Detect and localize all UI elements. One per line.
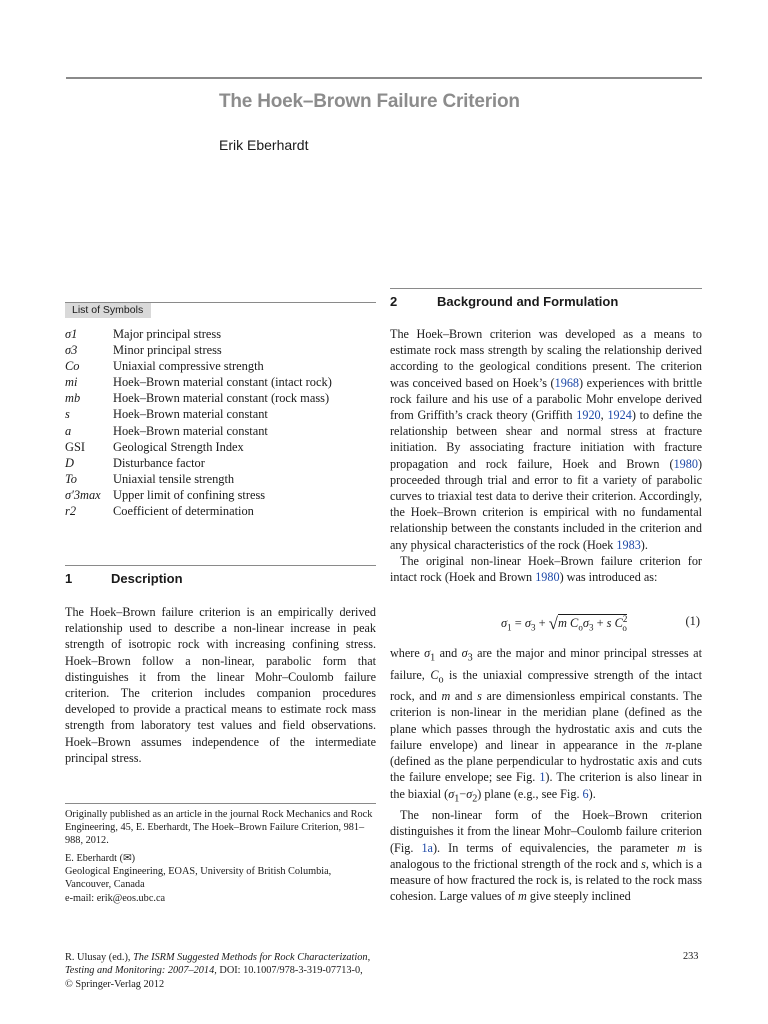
- symbol-row: [65, 487, 332, 503]
- symbol-description: Coefficient of determination: [113, 504, 254, 519]
- ref-fig1a[interactable]: 1a: [421, 840, 433, 855]
- section2-paragraph-1: The Hoek–Brown criterion was developed as a means to estimate rock mass strength by scaling the relationship derived according to the geological conditions present. The criterion was conceived based on Hoek’s (1968) experiences with brittle rock failure and his use of a parabolic Mohr envelope derived from Griffith’s crack theory (Griffith 1920, 1924) to define the relationship between shear and normal stress at fracture initiation. By associating fracture initiation with fracture propagation and rock failure, Hoek and Brown (1980) proceeded through trial and error to fit a variety of parabolic curves to triaxial test data to derive their criterion. Accordingly, the Hoek–Brown criterion is empirical with no fundamental relationship between the constants included in the criterion and any physical characteristics of the rock (Hoek 1983).: [390, 327, 702, 552]
- symbol-name: r2: [65, 504, 77, 519]
- citation-line2-post: , DOI: 10.1007/978-3-319-07713-0,: [214, 965, 363, 977]
- symbol-description: Disturbance factor: [113, 455, 205, 470]
- section2-paragraph-4: The non-linear form of the Hoek–Brown criterion distinguishes it from the linear Mohr–Coulomb failure criterion (Fig. 1a). In terms of equivalencies, the parameter m is analogous to the frictional strength of the rock and s, which is a measure of how fractured the rock is, is related to the rock mass cohesion. Large values of m give steeply inclined: [390, 808, 702, 904]
- symbol-description: Minor principal stress: [113, 343, 222, 358]
- citation-copyright: © Springer-Verlag 2012: [65, 978, 165, 990]
- symbol-description: Upper limit of confining stress: [113, 487, 266, 502]
- page-number: 233: [683, 951, 699, 962]
- symbol-row: [65, 374, 332, 390]
- section2-rule: [390, 288, 702, 289]
- footnote-rule: [65, 803, 376, 804]
- ref-fig1[interactable]: 1: [539, 770, 546, 785]
- equation-number: (1): [685, 614, 700, 628]
- citation-line2-italic: Testing and Monitoring: 2007–2014: [65, 965, 215, 977]
- symbol-row: [65, 423, 332, 439]
- footnote-email[interactable]: e-mail: erik@eos.ubc.ca: [65, 892, 166, 904]
- symbol-description: Major principal stress: [113, 327, 222, 341]
- symbol-description: Hoek–Brown material constant: [113, 423, 268, 438]
- symbol-description: Geological Strength Index: [113, 439, 244, 454]
- footnote-affiliation-2: Vancouver, Canada: [65, 879, 145, 891]
- symbols-header: [65, 301, 376, 317]
- section2-title: Background and Formulation: [437, 294, 619, 309]
- symbol-description: Uniaxial tensile strength: [113, 471, 235, 486]
- symbol-description: Uniaxial compressive strength: [113, 359, 264, 374]
- author-name: Erik Eberhardt: [219, 137, 309, 153]
- symbol-name: σ1: [65, 327, 78, 341]
- symbol-row: [65, 439, 332, 455]
- equation-body: $\sigma_1 = \sigma_3 + √m$ $C_o\sigma_3 + s$ $C^2_o$: [501, 614, 628, 634]
- symbol-row: [65, 326, 332, 342]
- section1-paragraph: The Hoek–Brown failure criterion is an empirically derived relationship used to describe a non-linear increase in peak strength of isotropic rock with increasing confining stress. Hoek–Brown follow a non-linear, parabolic form that distinguishes it from the linear Mohr–Coulomb failure criterion. The criterion includes companion procedures developed to provide a practical means to estimate rock mass strength from laboratory test values and field observations. Hoek–Brown assumes independence of the intermediate principal stress.: [65, 605, 376, 765]
- symbol-row: [65, 390, 332, 406]
- section1-rule: [65, 565, 376, 566]
- symbols-heading: List of Symbols: [65, 303, 151, 318]
- symbol-name: Co: [65, 359, 80, 374]
- ref-1980b[interactable]: 1980: [535, 570, 560, 585]
- symbol-name: GSI: [65, 439, 85, 454]
- footnote-original: Originally published as an article in the journal Rock Mechanics and Rock Engineering, 45, E. Eberhardt, The Hoek–Brown Failure Criterion, 981–988, 2012.: [65, 809, 373, 847]
- section2-number: 2: [390, 294, 398, 309]
- symbol-name: a: [65, 423, 72, 438]
- footnote-affiliation-1: Geological Engineering, EOAS, University of British Columbia,: [65, 866, 332, 878]
- footnote-author-line: E. Eberhardt (✉): [65, 853, 136, 864]
- symbol-name: σ′3max: [65, 487, 101, 502]
- symbol-description: Hoek–Brown material constant: [113, 407, 268, 422]
- section1-number: 1: [65, 571, 73, 586]
- section2-body-bottom: [390, 645, 702, 904]
- symbol-row: [65, 406, 332, 422]
- symbol-row: [65, 455, 332, 471]
- section1-title: Description: [111, 571, 183, 586]
- bottom-citation: [65, 951, 370, 991]
- symbol-row: [65, 342, 332, 358]
- top-rule: [66, 77, 702, 79]
- ref-1968[interactable]: 1968: [554, 375, 579, 390]
- ref-fig6[interactable]: 6: [582, 786, 589, 801]
- citation-line1-pre: R. Ulusay (ed.),: [65, 952, 134, 963]
- symbol-row: [65, 471, 332, 487]
- symbol-name: s: [65, 407, 70, 422]
- section2-paragraph-2: The original non-linear Hoek–Brown failure criterion for intact rock (Hoek and Brown 1980) was introduced as:: [390, 553, 702, 585]
- symbol-name: To: [65, 471, 77, 486]
- equation-1: [390, 612, 702, 634]
- ref-1920[interactable]: 1920: [576, 408, 601, 423]
- symbol-description: Hoek–Brown material constant (rock mass): [113, 391, 330, 406]
- citation-line1-italic: The ISRM Suggested Methods for Rock Characterization,: [133, 952, 371, 963]
- symbols-table: [65, 326, 332, 519]
- ref-1924[interactable]: 1924: [607, 408, 632, 423]
- symbol-name: σ3: [65, 343, 78, 358]
- section2-paragraph-3: where $\sigma_1$ and $\sigma_3$ are the major and minor principal stresses at failure, $C_o$ is the uniaxial compressive strength of the intact rock, and m and s are dimensionless empirical constants. The criterion is non-linear in the meridian plane (defined as the plane which passes through the hydrostatic axis and cuts the failure envelope) and linear in appearance in the π-plane (defined as the plane perpendicular to hydrostatic axis and cuts the failure envelope; see Fig. 1). The criterion is also linear in the biaxial $(\sigma_1-\sigma_2)$ plane (e.g., see Fig. 6).: [390, 646, 702, 804]
- symbol-name: D: [65, 455, 74, 470]
- section1-body: [65, 604, 376, 766]
- symbol-name: mb: [65, 391, 81, 406]
- section2-body-top: [390, 326, 702, 585]
- footnote-author: [65, 852, 376, 905]
- symbol-row: [65, 503, 332, 519]
- ref-1980[interactable]: 1980: [673, 456, 698, 471]
- chapter-title: The Hoek–Brown Failure Criterion: [219, 91, 520, 112]
- symbol-row: [65, 358, 332, 374]
- symbol-name: mi: [65, 375, 78, 390]
- symbol-description: Hoek–Brown material constant (intact rock): [113, 375, 332, 390]
- ref-1983[interactable]: 1983: [616, 537, 641, 552]
